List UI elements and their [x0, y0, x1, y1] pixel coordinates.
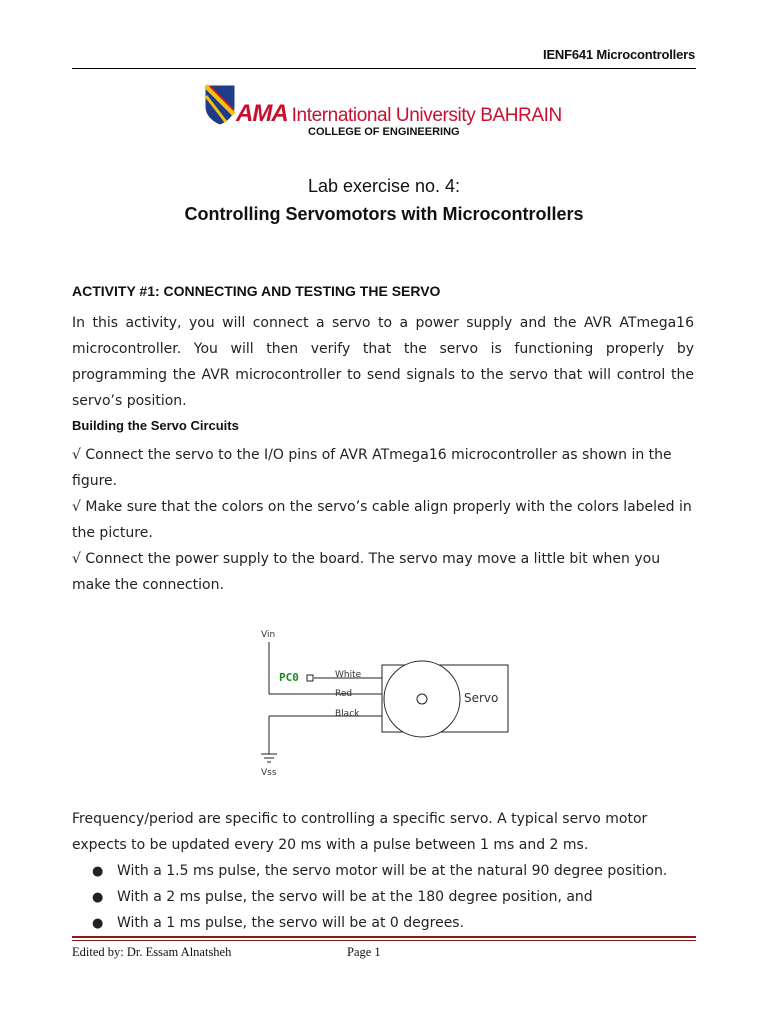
bullet-text: With a 2 ms pulse, the servo will be at the 180 degree position, and	[117, 889, 593, 905]
circuit-subheading: Building the Servo Circuits	[72, 418, 239, 433]
activity-heading: ACTIVITY #1: CONNECTING AND TESTING THE SERVO	[72, 283, 441, 299]
list-item	[92, 858, 667, 884]
footer-rule	[72, 936, 696, 938]
step-1: √ Connect the servo to the I/O pins of AVR ATmega16 microcontroller as shown in the figure.	[72, 447, 672, 489]
step-3: √ Connect the power supply to the board. The servo may move a little bit when you make the connection.	[72, 551, 661, 593]
brand-mark: AMA	[236, 100, 288, 127]
pin-label: PC0	[279, 671, 299, 684]
university-name-line	[236, 100, 562, 128]
pin-connector	[307, 675, 313, 681]
footer-rule-thin	[72, 940, 696, 941]
vin-label: Vin	[261, 630, 276, 640]
list-item	[92, 910, 667, 936]
step-2: √ Make sure that the colors on the servo’s cable align properly with the colors labeled in the picture.	[72, 499, 692, 541]
page-number: Page 1	[347, 945, 381, 959]
list-item	[92, 884, 667, 910]
servo-circuit-diagram	[250, 622, 520, 782]
intro-paragraph: In this activity, you will connect a servo to a power supply and the AVR ATmega16 microcontroller. You will then verify that the servo is functioning properly by programming the AVR microcontroller to send signals to the servo that will control the servo’s position.	[72, 315, 694, 409]
footer-editor: Edited by: Dr. Essam Alnatsheh	[72, 945, 232, 959]
bullet-text: With a 1.5 ms pulse, the servo motor will be at the natural 90 degree position.	[117, 863, 668, 879]
frequency-paragraph: Frequency/period are specific to controlling a specific servo. A typical servo motor expects to be updated every 20 ms with a pulse between 1 ms and 2 ms.	[72, 811, 648, 853]
bullet-icon: ●	[92, 864, 104, 879]
servo-label: Servo	[464, 691, 499, 705]
lab-title: Lab exercise no. 4:	[307, 176, 461, 196]
wire-black-label: Black	[335, 709, 360, 719]
ground-icon	[261, 754, 277, 762]
wire-red-label: Red	[335, 689, 353, 699]
university-name: International University BAHRAIN	[291, 105, 562, 126]
lab-subtitle: Controlling Servomotors with Microcontrollers	[184, 204, 584, 224]
college-name: COLLEGE OF ENGINEERING	[308, 126, 460, 138]
shield-icon	[206, 86, 234, 124]
header-rule	[72, 68, 696, 69]
bullet-icon: ●	[92, 890, 104, 905]
vss-label: Vss	[261, 768, 277, 778]
bullet-icon: ●	[92, 916, 104, 931]
course-title: IENF641 Microcontrollers	[543, 47, 695, 62]
wire-white-label: White	[335, 670, 362, 680]
bullet-text: With a 1 ms pulse, the servo will be at 0 degrees.	[117, 915, 465, 931]
pulse-bullet-list	[92, 858, 667, 936]
